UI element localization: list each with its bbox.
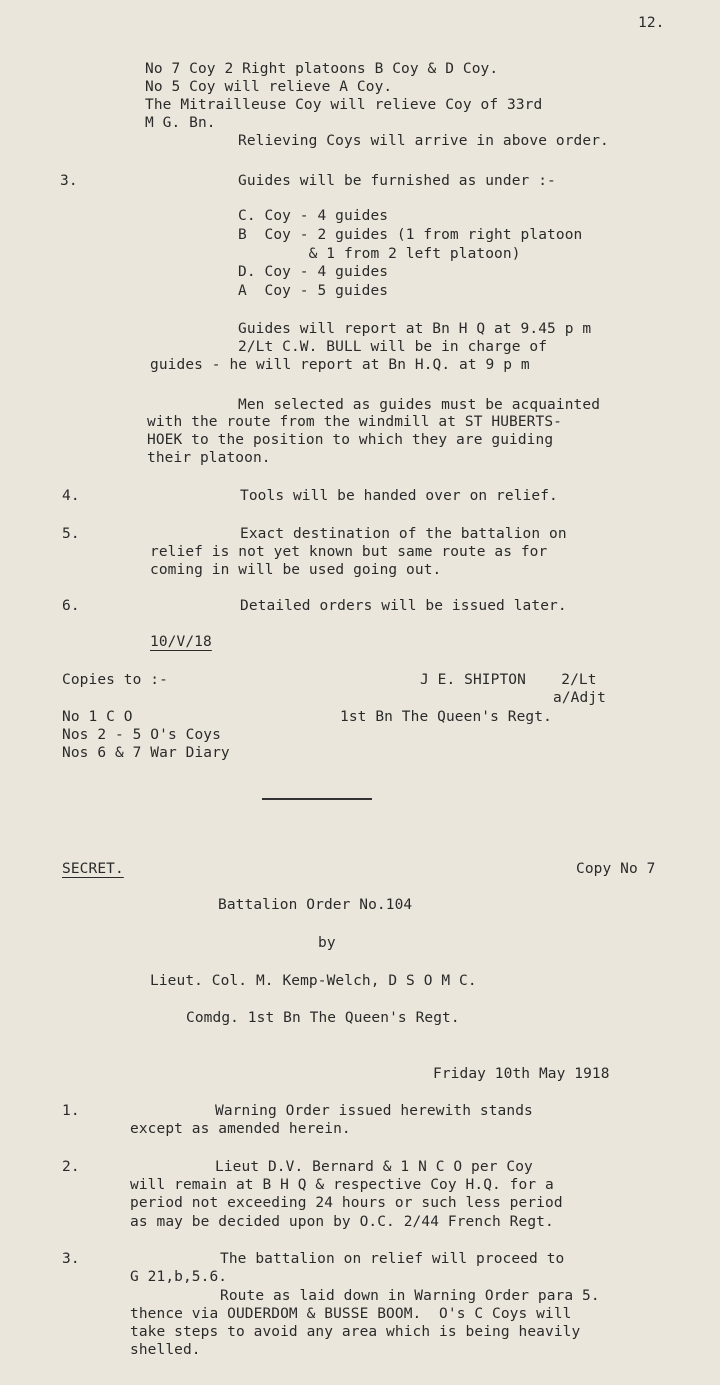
para-text: as may be decided upon by O.C. 2/44 French Regt. (130, 1214, 554, 1230)
para-text: Exact destination of the battalion on (240, 526, 567, 542)
order-date: Friday 10th May 1918 (433, 1066, 610, 1082)
order-title: Battalion Order No.104 (218, 897, 413, 913)
copies-to-label: Copies to :- (62, 672, 168, 688)
report-line: Guides will report at Bn H Q at 9.45 p m (238, 321, 592, 337)
men-line: Men selected as guides must be acquainted (238, 397, 601, 413)
secret-label: SECRET. (62, 861, 124, 877)
para-number: 5. (62, 526, 80, 542)
guide-line: D. Coy - 4 guides (238, 264, 389, 280)
para-number: 4. (62, 488, 80, 504)
men-line: their platoon. (147, 450, 271, 466)
intro-order-line: Relieving Coys will arrive in above order. (238, 133, 609, 149)
by-line: by (318, 935, 336, 951)
para-text: thence via OUDERDOM & BUSSE BOOM. O's C Coys will (130, 1306, 572, 1322)
guide-line: B Coy - 2 guides (1 from right platoon (238, 227, 583, 243)
men-line: with the route from the windmill at ST HUBERTS- (147, 414, 562, 430)
para-number: 6. (62, 598, 80, 614)
para-text: shelled. (130, 1342, 201, 1358)
para-text: Tools will be handed over on relief. (240, 488, 558, 504)
para-text: period not exceeding 24 hours or such less period (130, 1195, 563, 1211)
para-text: will remain at B H Q & respective Coy H.Q. for a (130, 1177, 554, 1193)
para-text: G 21,b,5.6. (130, 1269, 228, 1285)
signer-name: J E. SHIPTON 2/Lt (420, 672, 597, 688)
intro-line: No 5 Coy will relieve A Coy. (145, 79, 393, 95)
intro-line: M G. Bn. (145, 115, 216, 131)
para-number: 1. (62, 1103, 80, 1119)
page-number: 12. (638, 15, 665, 31)
command-line: Comdg. 1st Bn The Queen's Regt. (186, 1010, 460, 1026)
guide-line: C. Coy - 4 guides (238, 208, 389, 224)
para-text: except as amended herein. (130, 1121, 351, 1137)
para-text: Warning Order issued herewith stands (215, 1103, 533, 1119)
para-text: Lieut D.V. Bernard & 1 N C O per Coy (215, 1159, 533, 1175)
signer-rank: a/Adjt (553, 690, 606, 706)
para-number: 2. (62, 1159, 80, 1175)
para-heading: Guides will be furnished as under :- (238, 173, 556, 189)
copy-number: Copy No 7 (576, 861, 656, 877)
para-text: The battalion on relief will proceed to (220, 1251, 565, 1267)
guide-line: A Coy - 5 guides (238, 283, 389, 299)
report-line: guides - he will report at Bn H.Q. at 9 p m (150, 357, 530, 373)
intro-line: The Mitrailleuse Coy will relieve Coy of 33rd (145, 97, 543, 113)
intro-line: No 7 Coy 2 Right platoons B Coy & D Coy. (145, 61, 499, 77)
report-line: 2/Lt C.W. BULL will be in charge of (238, 339, 548, 355)
para-number: 3. (60, 173, 78, 189)
para-text: Route as laid down in Warning Order para 5. (220, 1288, 600, 1304)
copy-list-item: No 1 C O (62, 709, 133, 725)
copy-list-item: Nos 2 - 5 O's Coys (62, 727, 221, 743)
section-divider (262, 798, 372, 800)
copy-list-item: Nos 6 & 7 War Diary (62, 745, 230, 761)
para-text: relief is not yet known but same route as for (150, 544, 548, 560)
para-number: 3. (62, 1251, 80, 1267)
men-line: HOEK to the position to which they are guiding (147, 432, 554, 448)
para-text: take steps to avoid any area which is being heavily (130, 1324, 581, 1340)
para-text: Detailed orders will be issued later. (240, 598, 567, 614)
para-text: coming in will be used going out. (150, 562, 442, 578)
signer-unit: 1st Bn The Queen's Regt. (340, 709, 552, 725)
commander-line: Lieut. Col. M. Kemp-Welch, D S O M C. (150, 973, 477, 989)
order-date: 10/V/18 (150, 634, 212, 650)
guide-line: & 1 from 2 left platoon) (238, 246, 521, 262)
